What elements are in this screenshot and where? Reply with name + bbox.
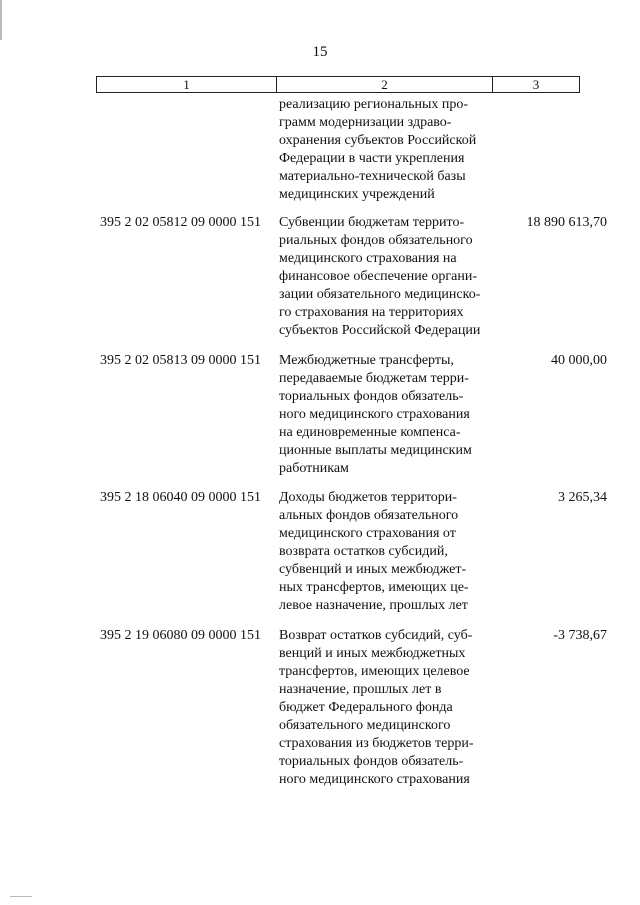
row-description [279,96,509,204]
description-line: венций и иных межбюджетных [279,646,466,661]
column-header-2: 2 [276,77,492,92]
row-description [279,352,509,478]
description-line: бюджет Федерального фонда [279,700,453,715]
description-line: Межбюджетные трансферты, [279,353,454,368]
description-line: на единовременные компенса- [279,425,461,440]
description-line: риальных фондов обязательного [279,233,473,248]
row-code: 395 2 18 06040 09 0000 151 [100,490,261,505]
description-line: финансовое обеспечение органи- [279,269,478,284]
description-line: альных фондов обязательного [279,508,459,523]
description-line: ных трансфертов, имеющих це- [279,580,469,595]
row-amount: -3 738,67 [553,628,607,643]
column-header-1: 1 [183,77,190,92]
description-line: субъектов Российской Федерации [279,323,481,338]
description-line: страхования из бюджетов терри- [279,736,474,751]
row-description [279,627,509,789]
description-line: ного медицинского страхования [279,407,470,422]
description-line: ционные выплаты медицинским [279,443,472,458]
description-line: ториальных фондов обязатель- [279,754,464,769]
description-line: го страхования на территориях [279,305,464,320]
scan-edge-mark [10,896,32,897]
row-description [279,214,509,340]
row-code: 395 2 19 06080 09 0000 151 [100,628,261,643]
description-line: обязательного медицинского [279,718,451,733]
description-line: медицинского страхования на [279,251,457,266]
row-amount: 18 890 613,70 [526,215,607,230]
description-line: передаваемые бюджетам терри- [279,371,469,386]
description-line: медицинских учреждений [279,187,435,202]
row-description [279,489,509,615]
description-line: реализацию региональных про- [279,97,469,112]
description-line: Субвенции бюджетам террито- [279,215,465,230]
description-line: материально-технической базы [279,169,466,184]
column-header-3: 3 [492,77,579,92]
row-code: 395 2 02 05813 09 0000 151 [100,353,261,368]
description-line: медицинского страхования от [279,526,456,541]
description-line: ториальных фондов обязатель- [279,389,464,404]
scan-edge-mark [0,0,2,40]
description-line: левое назначение, прошлых лет [279,598,468,613]
description-line: субвенций и иных межбюджет- [279,562,467,577]
description-line: работникам [279,461,349,476]
row-amount: 3 265,34 [558,490,607,505]
description-line: охранения субъектов Российской [279,133,477,148]
description-line: Доходы бюджетов территори- [279,490,457,505]
description-line: грамм модернизации здраво- [279,115,452,130]
description-line: ного медицинского страхования [279,772,470,787]
page-number: 15 [312,44,328,60]
description-line: Возврат остатков субсидий, суб- [279,628,473,643]
description-line: возврата остатков субсидий, [279,544,448,559]
table-header [96,76,580,93]
description-line: зации обязательного медицинско- [279,287,481,302]
row-amount: 40 000,00 [551,353,607,368]
description-line: Федерации в части укрепления [279,151,465,166]
row-code: 395 2 02 05812 09 0000 151 [100,215,261,230]
description-line: назначение, прошлых лет в [279,682,442,697]
description-line: трансфертов, имеющих целевое [279,664,470,679]
